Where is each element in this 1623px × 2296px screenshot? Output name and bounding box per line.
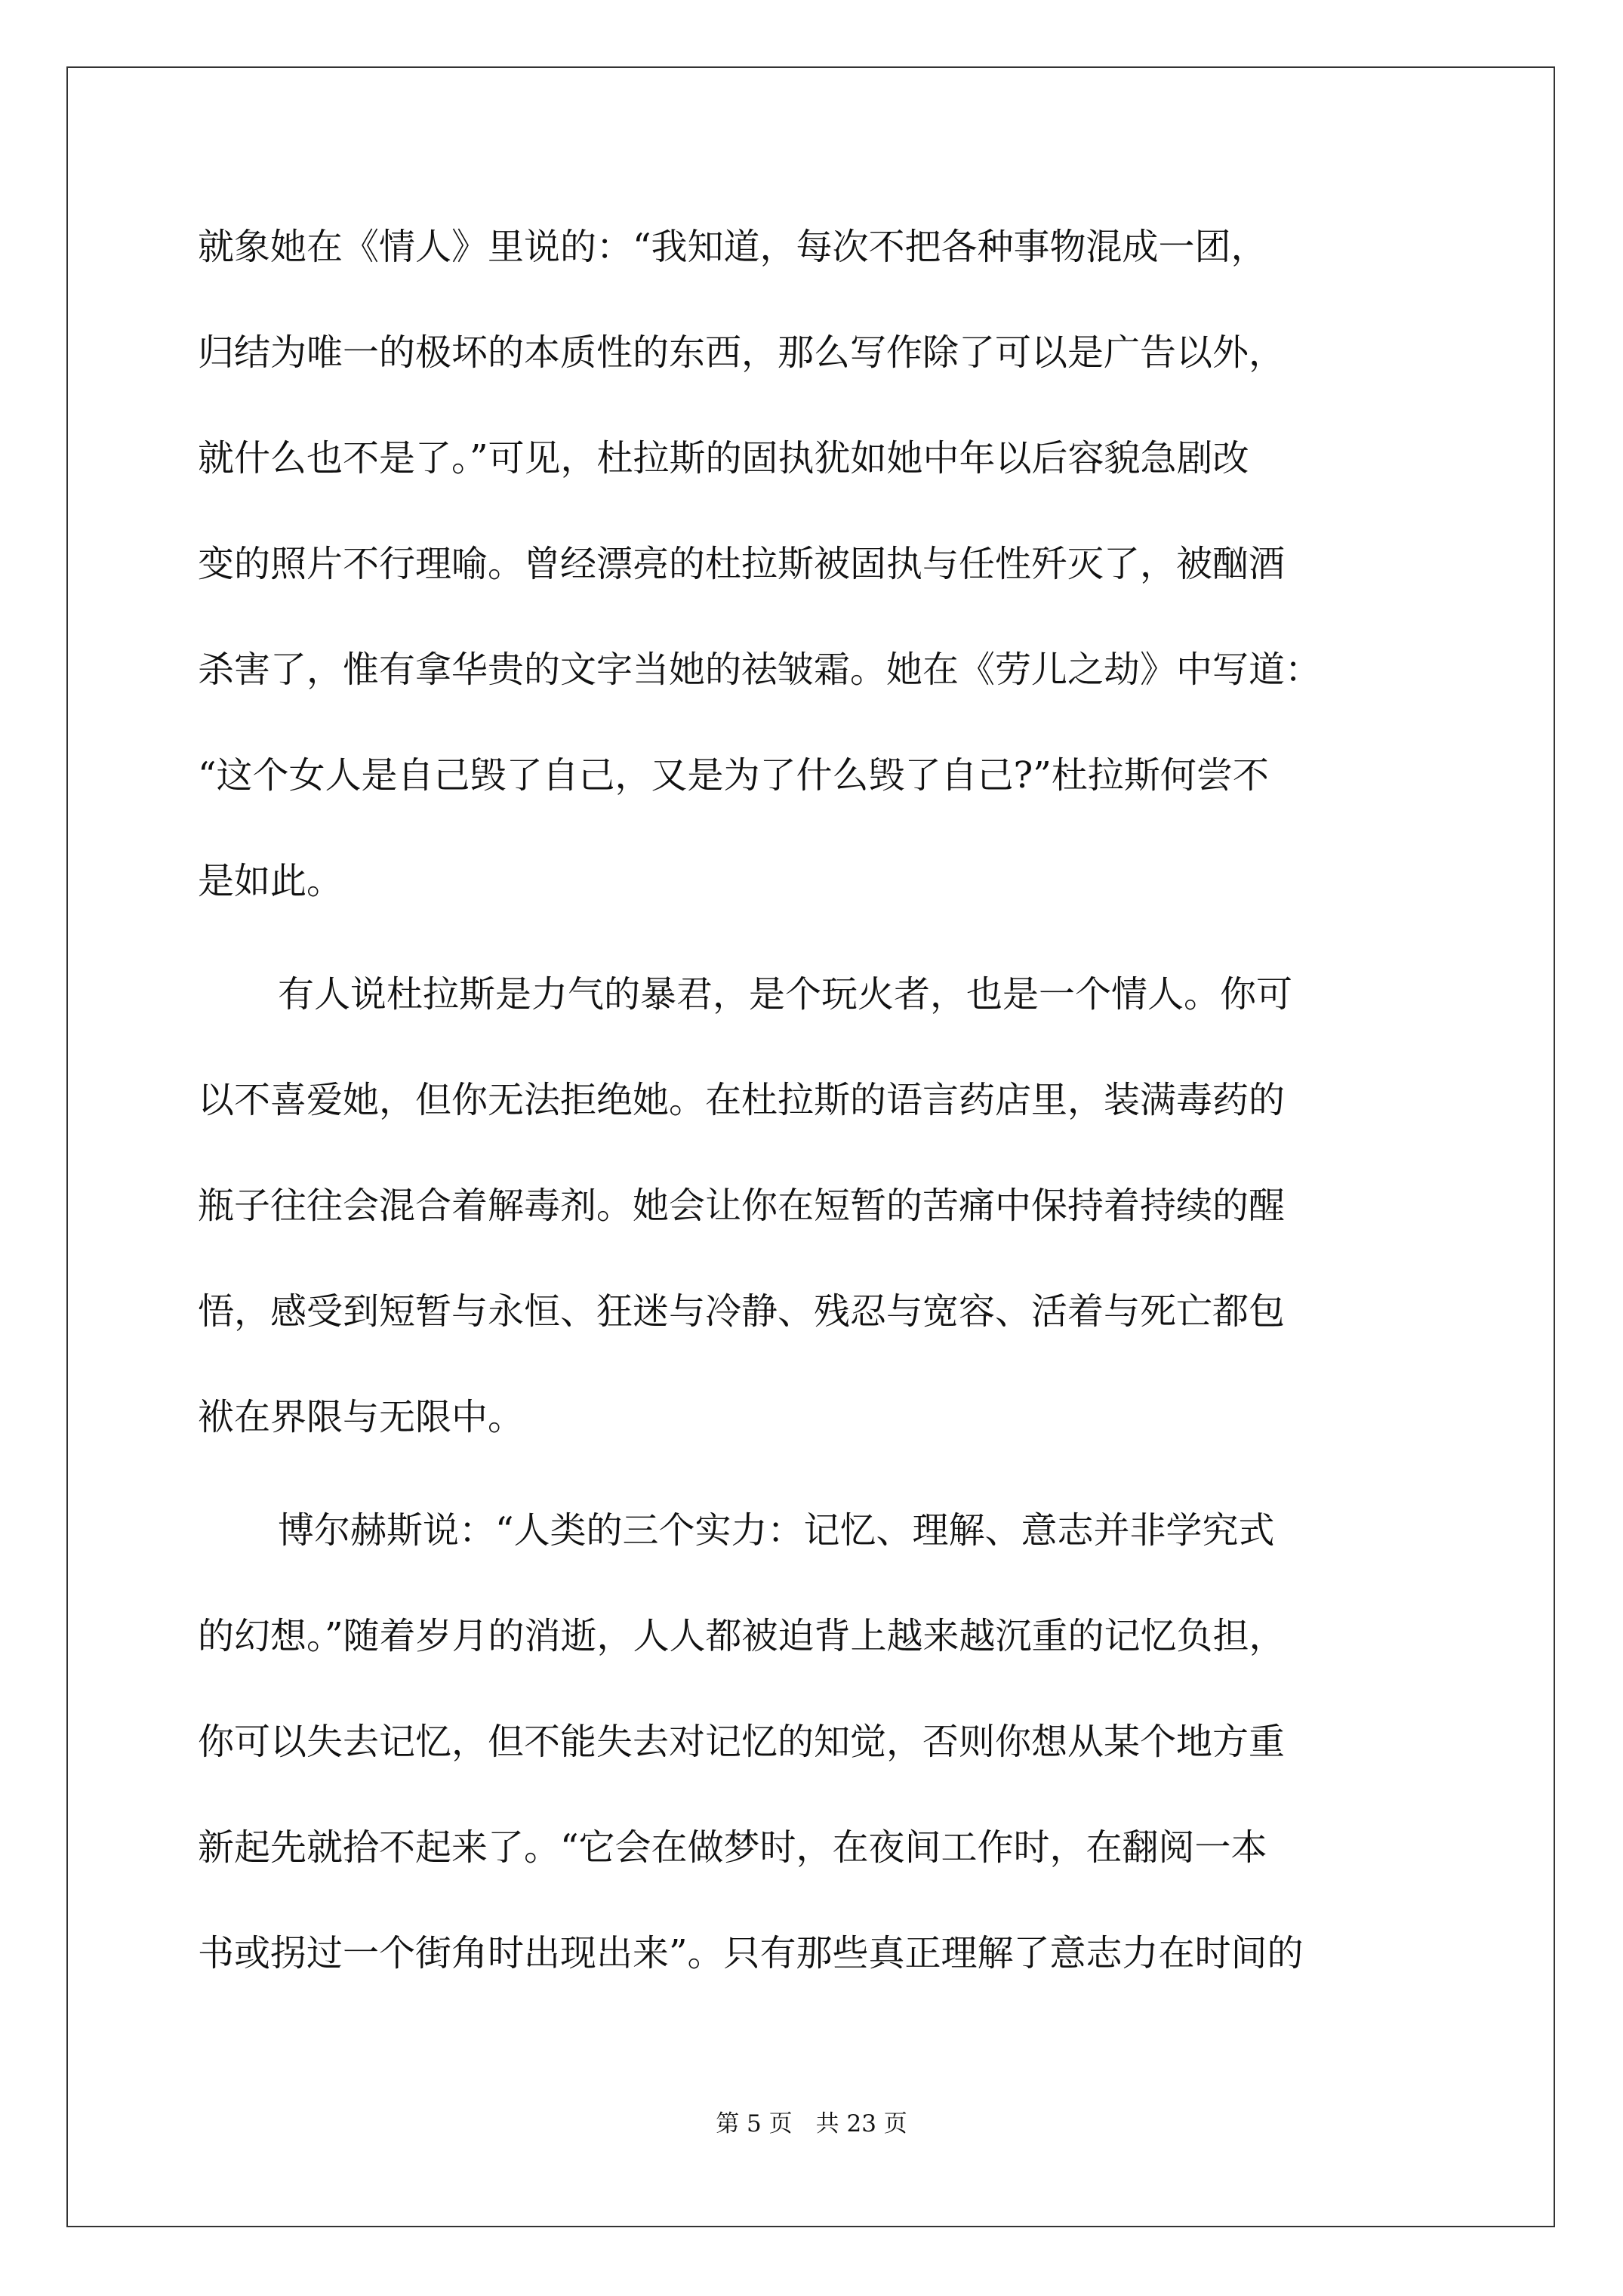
text-line: 杀害了，惟有拿华贵的文字当她的祛皱霜。她在《劳儿之劫》中写道： <box>198 649 1322 691</box>
text-line: 变的照片不行理喻。曾经漂亮的杜拉斯被固执与任性歼灭了，被酗酒 <box>198 543 1286 585</box>
text-line: 瓶子往往会混合着解毒剂。她会让你在短暂的苦痛中保持着持续的醒 <box>198 1185 1286 1227</box>
text-line: 就象她在《情人》里说的：“我知道，每次不把各种事物混成一团， <box>198 226 1267 268</box>
text-line: 悟，感受到短暂与永恒、狂迷与冷静、残忍与宽容、活着与死亡都包 <box>198 1290 1286 1333</box>
text-line: “这个女人是自己毁了自己，又是为了什么毁了自己?”杜拉斯何尝不 <box>198 754 1269 797</box>
page-number-footer: 第 5 页 共 23 页 <box>716 2110 907 2137</box>
page-frame <box>66 66 1555 2227</box>
text-line: 新起先就拾不起来了。“它会在做梦时，在夜间工作时，在翻阅一本 <box>198 1826 1267 1869</box>
text-line: 归结为唯一的极坏的本质性的东西，那么写作除了可以是广告以外， <box>198 331 1286 374</box>
text-line: 是如此。 <box>198 860 343 902</box>
text-line: 书或拐过一个街角时出现出来”。只有那些真正理解了意志力在时间的 <box>198 1932 1304 1974</box>
text-line: 你可以失去记忆，但不能失去对记忆的知觉，否则你想从某个地方重 <box>198 1721 1286 1763</box>
text-line: 的幻想。”随着岁月的消逝，人人都被迫背上越来越沉重的记忆负担， <box>198 1615 1286 1657</box>
text-line: 袱在界限与无限中。 <box>198 1396 525 1438</box>
text-line: 以不喜爱她，但你无法拒绝她。在杜拉斯的语言药店里，装满毒药的 <box>198 1079 1286 1121</box>
text-line: 有人说杜拉斯是力气的暴君，是个玩火者，也是一个情人。你可 <box>278 973 1293 1015</box>
text-line: 博尔赫斯说：“人类的三个实力：记忆、理解、意志并非学究式 <box>278 1509 1275 1552</box>
text-line: 就什么也不是了。”可见，杜拉斯的固执犹如她中年以后容貌急剧改 <box>198 437 1249 479</box>
